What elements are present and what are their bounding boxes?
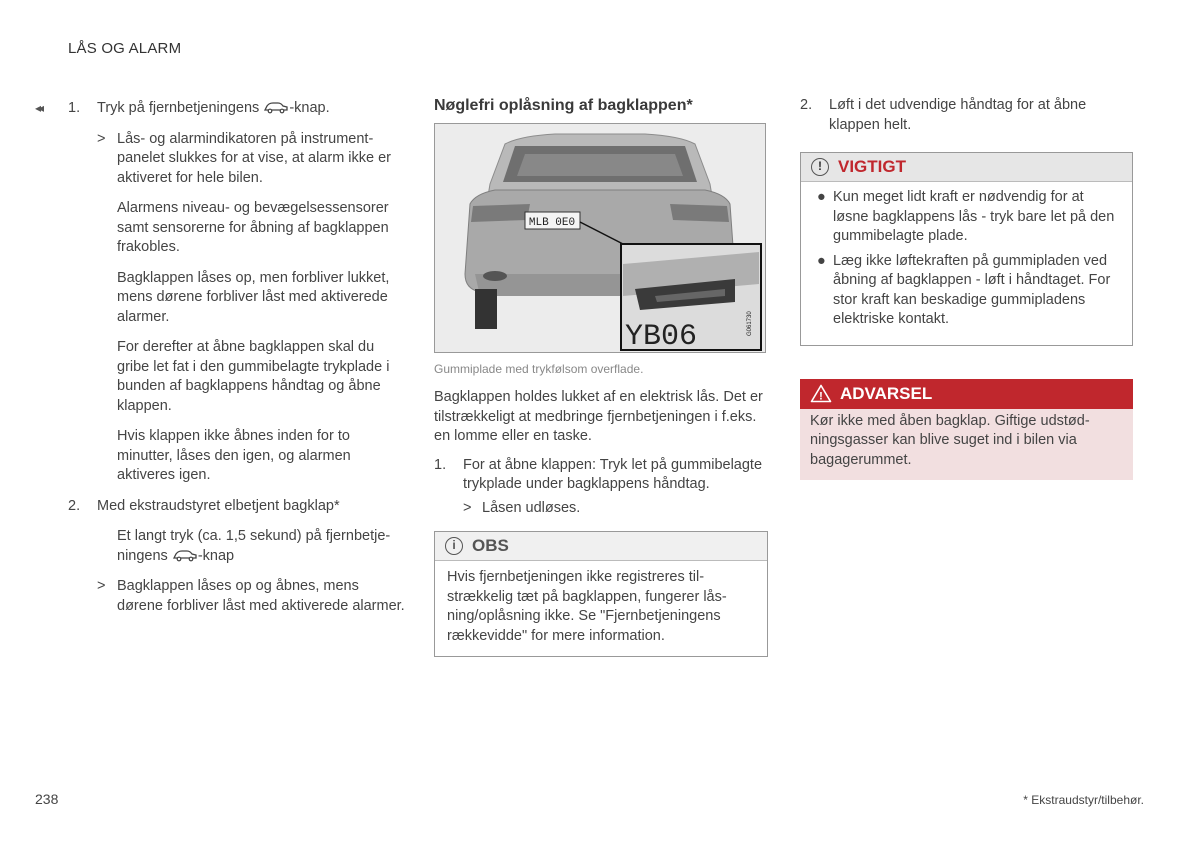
step-text: For at åbne klappen: Tryk let på gummibelagte trykplade under bagklappens håndtag.	[463, 456, 763, 492]
para-pre: Et langt tryk (ca. 1,5 sekund) på fjernbetjeningens	[117, 528, 391, 564]
section-heading: Nøglefri oplåsning af bagklappen*	[434, 97, 693, 114]
advarsel-text: Kør ikke med åben bagklap. Giftige udstødningsgasser kan blive suget ind i bilen via bagagerummet.	[810, 412, 1090, 468]
section-title: LÅS OG ALARM	[68, 40, 182, 57]
paragraph	[35, 527, 405, 566]
paragraph: Hvis klappen ikke åbnes inden for to minutter, låses den igen, og alarmen aktiveres igen.	[117, 428, 351, 483]
step-text-pre: Tryk på fjernbetjeningens	[97, 100, 264, 116]
exclamation-icon: !	[811, 158, 829, 176]
step-number: 2.	[68, 497, 81, 514]
obs-header	[435, 532, 767, 561]
bullet-text: Læg ikke løftekraften på gummipladen ved åbning af bagklappen - løft i håndtaget. For stor kraft kan beskadige gummipladens elektriske kontakt.	[833, 252, 1111, 327]
step-text: Løft i det udvendige håndtag for at åbne klappen helt.	[829, 97, 1087, 133]
vigtigt-title: VIGTIGT	[838, 157, 906, 177]
warning-glyph: !	[819, 390, 823, 403]
intro-paragraph: Bagklappen holdes lukket af en elektrisk lås. Det er tilstrækkeligt at medbringe fjernbetjeningen i f.eks. en lomme eller en taske.	[434, 389, 763, 444]
list-item	[811, 188, 1122, 247]
license-plate-text: MLB 0E0	[528, 216, 576, 229]
step-number: 1.	[68, 100, 81, 116]
para-post: -knap	[197, 547, 235, 564]
advarsel-header	[800, 379, 1133, 409]
obs-title: OBS	[472, 536, 509, 556]
info-icon: i	[445, 537, 463, 555]
paragraph: For derefter at åbne bagklappen skal du gribe let fat i den gummibelagte trykplade i bunden af bagklappens håndtag og åbne klappen.	[117, 339, 390, 414]
car-tailgate-icon	[263, 101, 289, 114]
figure-caption: Gummiplade med trykfølsom overflade.	[434, 361, 644, 376]
result-text: Lås- og alarmindikatoren på instrumentpanelet slukkes for at vise, at alarm ikke er aktiveret for hele bilen.	[117, 130, 392, 186]
result-text: Låsen udløses.	[482, 499, 581, 516]
column-right	[800, 96, 1133, 480]
step-1-result	[35, 130, 405, 189]
step-number: 1.	[434, 456, 447, 473]
bullet-icon: ●	[817, 189, 826, 205]
paragraph: Bagklappen låses op, men forbliver lukket, mens dørene forbliver låst med aktiverede alarmer.	[117, 269, 390, 325]
bullet-icon: ●	[817, 252, 826, 269]
column-left	[35, 99, 405, 627]
figure-code: G061730	[747, 310, 753, 336]
page-number: 238	[35, 791, 59, 807]
advarsel-box	[800, 379, 1133, 481]
result-marker: >	[97, 578, 106, 594]
step-text-post: -knap.	[289, 100, 330, 116]
paragraph: Alarmens niveau- og bevægelsessensorer samt sensorerne for åbning af bagklappen frakobles.	[117, 200, 389, 255]
step-1	[35, 99, 405, 119]
vigtigt-box	[800, 152, 1133, 346]
step-2	[35, 497, 405, 517]
step-1-result	[434, 499, 768, 519]
advarsel-title: ADVARSEL	[840, 383, 933, 403]
tailgate-figure	[434, 123, 766, 353]
step-number: 2.	[800, 97, 813, 113]
vigtigt-body	[801, 182, 1132, 345]
result-marker: >	[463, 499, 472, 516]
step-2	[800, 96, 1133, 135]
warning-triangle-icon	[810, 384, 832, 403]
step-text: Med ekstraudstyret elbetjent bagklap*	[97, 497, 340, 514]
list-item	[811, 252, 1122, 330]
step-2-result	[35, 577, 405, 616]
footnote: * Ekstraudstyr/tilbehør.	[1023, 793, 1144, 807]
column-middle	[434, 96, 768, 657]
vigtigt-header	[801, 153, 1132, 182]
obs-box	[434, 531, 768, 657]
step-1	[434, 456, 768, 495]
back-arrows-icon[interactable]: ◂◂	[35, 101, 42, 115]
car-rear-illustration	[435, 124, 765, 352]
result-marker: >	[97, 130, 106, 147]
car-tailgate-icon	[172, 549, 198, 562]
result-text: Bagklappen låses op og åbnes, mens dørene forbliver låst med aktiverede alarmer.	[117, 578, 405, 614]
inset-plate-text: YB06	[625, 319, 698, 352]
bullet-text: Kun meget lidt kraft er nødvendig for at løsne bagklappens lås - tryk bare let på den gummibelagte plade.	[833, 189, 1115, 244]
obs-text: Hvis fjernbetjeningen ikke registreres tilstrækkelig tæt på bagklappen, fungerer låsning/oplåsning ikke. Se "Fjernbetjeningens rækkevidde" for mere information.	[447, 569, 727, 644]
